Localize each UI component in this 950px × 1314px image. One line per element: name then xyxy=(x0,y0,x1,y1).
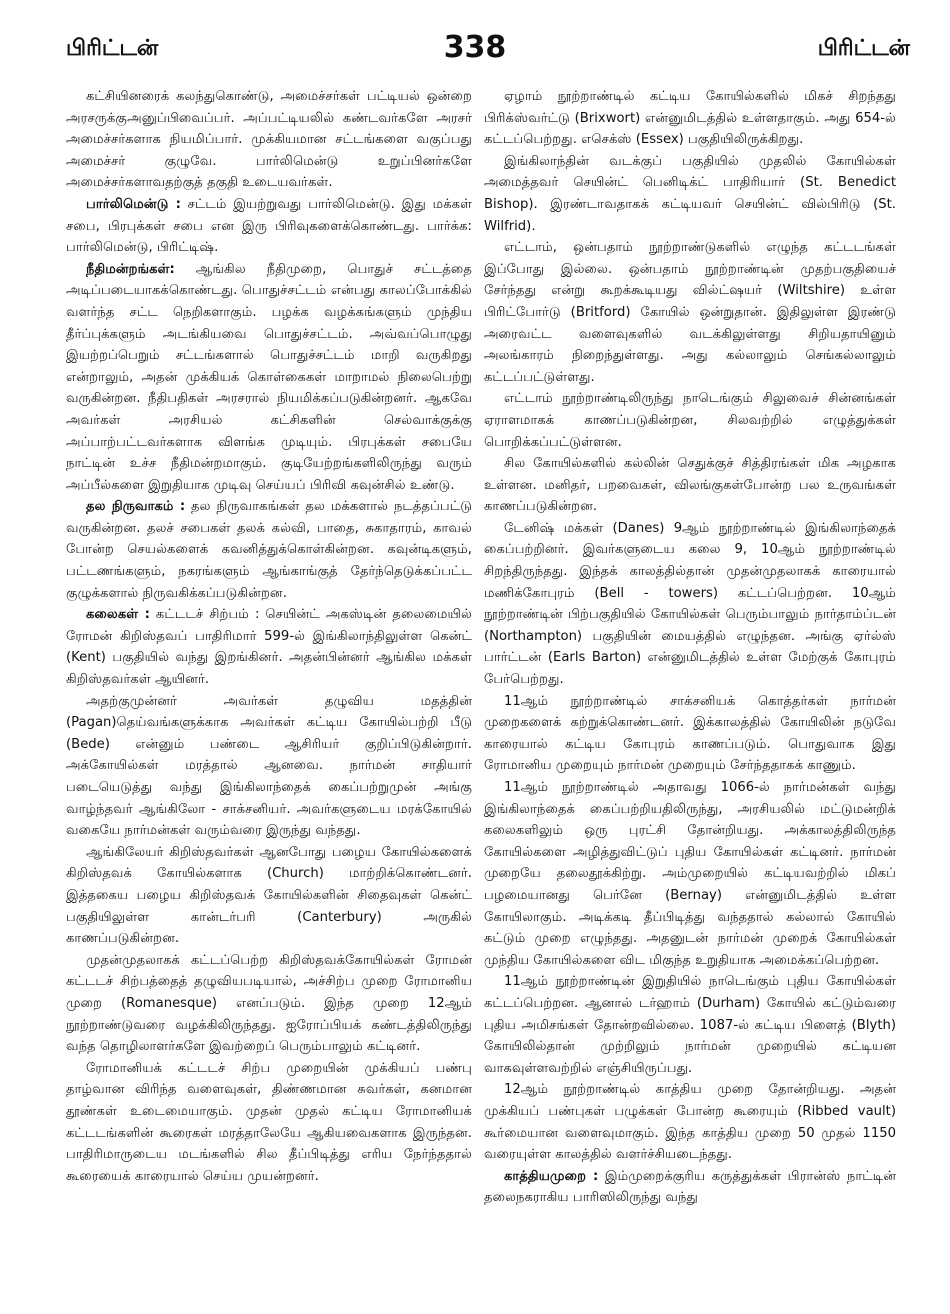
paragraph-text: 11ஆம் நூற்றாண்டின் இறுதியில் நாடெங்கும் புதிய கோயில்கள் கட்டப்பெற்றன. ஆனால் டர்ஹாம் (Durham) கோயில் கட்டும்வரை புதிய அமிசங்கள் தோன்றவில்லை. 1087-ல் கட்டிய பிளைத் (Blyth) கோயிலில்தான் முற்றிலும் நார்மன் முறையில் கட்டியன வாகவுள்ளவற்றில் எஞ்சியிருப்பது. xyxy=(484,974,896,1076)
paragraph-text: இங்கிலாந்தின் வடக்குப் பகுதியில் முதலில் கோயில்கள் அமைத்தவர் செயின்ட் பெனிடிக்ட் பாதிரியார் (St. Benedict Bishop). இரண்டாவதாகக் கட்டியவர் செயின்ட் வில்பிரிடு (St. Wilfrid). xyxy=(484,153,896,234)
page-number: 338 xyxy=(443,30,507,65)
paragraph xyxy=(484,1079,896,1165)
paragraph xyxy=(66,604,472,690)
paragraph-text: சில கோயில்களில் கல்லின் செதுக்குச் சித்திரங்கள் மிக அழகாக உள்ளன. மனிதர், பறவைகள், விலங்குகள்போன்ற பல உருவங்கள் காணப்படுகின்றன. xyxy=(484,456,896,515)
left-column xyxy=(66,86,472,1301)
paragraph xyxy=(66,86,472,194)
paragraph xyxy=(484,151,896,237)
paragraph xyxy=(484,86,896,151)
paragraph-text: சட்டம் இயற்றுவது பார்லிமென்டு. இது மக்கள் சபை, பிரபுக்கள் சபை என இரு பிரிவுகளைக்கொண்டது. பார்க்க: பார்லிமென்டு, பிரிட்டிஷ். xyxy=(66,196,472,256)
paragraph-text: 12ஆம் நூற்றாண்டில் காத்திய முறை தோன்றியது. அதன் முக்கியப் பண்புகள் பழுக்கள் போன்ற கூரையும் (Ribbed vault) கூர்மையான வளைவுமாகும். இந்த காத்திய முறை 50 முதல் 1150 வரையுள்ள காலத்தில் வளர்ச்சியடைந்தது. xyxy=(484,1082,896,1163)
paragraph xyxy=(484,453,896,518)
paragraph xyxy=(66,259,472,497)
paragraph xyxy=(484,777,896,971)
paragraph-text: ரோமானியக் கட்டடச் சிற்ப முறையின் முக்கியப் பண்பு தாழ்வான விரிந்த வளைவுகள், திண்ணமான சுவர்கள், கனமான தூண்கள் உடைமையாகும். முதன் முதல் கட்டிய ரோமானியக் கட்டடங்களின் கூரைகள் மரத்தாலேயே ஆகியவைகளாக இருந்தன. பாதிரிமாருடைய மடங்களில் சில தீப்பிடித்து எரிய நேர்ந்ததால் கூரையைக் காரையால் செய்ய முயன்றனர். xyxy=(66,1060,472,1184)
paragraph-text: அதற்குமுன்னர் அவர்கள் தழுவிய மதத்தின் (Pagan)தெய்வங்களுக்காக அவர்கள் கட்டிய கோயில்பற்றி பீடு (Bede) என்னும் பண்டை ஆசிரியர் குறிப்பிடுகின்றார். அக்கோயில்கள் மரத்தால் ஆனவை. நார்மன் சாதியார் படையெடுத்து வந்து இங்கிலாந்தைக் கைப்பற்றுமுன் அங்கு வாழ்ந்தவர் ஆங்கிலோ - சாக்சனியர். அவர்களுடைய மரக்கோயில் வகையே நார்மன்கள் வரும்வரை இருந்து வந்தது. xyxy=(66,693,472,839)
paragraph xyxy=(484,237,896,388)
paragraph xyxy=(484,388,896,453)
paragraph-text: ஏழாம் நூற்றாண்டில் கட்டிய கோயில்களில் மிகச் சிறந்தது பிரிக்ஸ்வர்ட்டு (Brixwort) என்னுமிடத்தில் உள்ளதாகும். அது 654-ல் கட்டப்பெற்றது. எசெக்ஸ் (Essex) பகுதியிலிருக்கிறது. xyxy=(484,89,896,148)
paragraph-text: ஆங்கிலேயர் கிறிஸ்தவர்கள் ஆனபோது பழைய கோயில்களைக் கிறிஸ்தவக் கோயில்களாக (Church) மாற்றிக்கொண்டனர். இத்தகைய பழைய கிறிஸ்தவக் கோயில்களின் சிதைவுகள் கென்ட் பகுதியிலுள்ள கான்டர்பரி (Canterbury) அருகில் காணப்படுகின்றன. xyxy=(66,844,472,947)
paragraph-text: எட்டாம், ஒன்பதாம் நூற்றாண்டுகளில் எழுந்த கட்டடங்கள் இப்போது இல்லை. ஒன்பதாம் நூற்றாண்டின் முதற்பகுதியைச் சேர்ந்தது என்று கூறக்கூடியது வில்ட்ஷயர் (Wiltshire) உள்ள பிரிட்போர்டு (Britford) கோயில் ஒன்றுதான். இதிலுள்ள இரண்டு அரைவட்ட வளைவுகளில் வடக்கிலுள்ளது சிறியதாயினும் அலங்காரம் நிறைந்துள்ளது. அது கல்லாலும் செங்கல்லாலும் கட்டப்பட்டுள்ளது. xyxy=(484,240,896,385)
running-header-right: பிரிட்டன் xyxy=(817,36,910,61)
paragraph-text: முதன்முதலாகக் கட்டப்பெற்ற கிறிஸ்தவக்கோயில்கள் ரோமன் கட்டடச் சிற்பத்தைத் தழுவியபடியால், அச்சிற்ப முறை ரோமானிய முறை (Romanesque) எனப்படும். இந்த முறை 12ஆம் நூற்றாண்டுவரை வழக்கிலிருந்தது. ஐரோப்பியக் கண்டத்திலிருந்து வந்த தொழிலாளர்களே இவற்றைப் பெரும்பாலும் கட்டினர். xyxy=(66,952,472,1055)
paragraph xyxy=(66,691,472,842)
paragraph xyxy=(484,971,896,1079)
paragraph-text: கட்டடச் சிற்பம் : செயின்ட் அகஸ்டின் தலைமையில் ரோமன் கிறிஸ்தவப் பாதிரிமார் 599-ல் இங்கிலாந்திலுள்ள கென்ட் (Kent) பகுதியில் வந்து இறங்கினர். அதன்பின்னர் ஆங்கில மக்கள் கிறிஸ்தவர்கள் ஆயினர். xyxy=(66,607,472,688)
paragraph-heading: பார்லிமென்டு : xyxy=(86,196,181,212)
paragraph-text: டேனிஷ் மக்கள் (Danes) 9ஆம் நூற்றாண்டில் இங்கிலாந்தைக் கைப்பற்றினர். இவர்களுடைய கலை 9, 10ஆம் நூற்றாண்டில் சிறந்திருந்தது. இந்தக் காலத்தில்தான் முதன்முதலாகக் காரையால் மணிக்கோபுரம் (Bell - towers) கட்டப்பெற்றன. 10ஆம் நூற்றாண்டின் பிற்பகுதியில் கோயில்கள் பெரும்பாலும் நார்தாம்ப்டன் (Northampton) பகுதியின் மையத்தில் எழுந்தன. அங்கு ஏர்ல்ஸ் பார்ட்டன் (Earls Barton) என்னுமிடத்தில் உள்ள மேற்குக் கோபுரம் பேர்பெற்றது. xyxy=(484,520,896,688)
running-header-left: பிரிட்டன் xyxy=(66,36,159,61)
paragraph-heading: காத்தியமுறை : xyxy=(504,1168,599,1184)
paragraph xyxy=(484,518,896,691)
paragraph-text: ஆங்கில நீதிமுறை, பொதுச் சட்டத்தை அடிப்படையாகக்கொண்டது. பொதுச்சட்டம் என்பது காலப்போக்கில் வளர்ந்த சட்ட நெறிகளாகும். பழக்க வழக்கங்களும் முந்திய தீர்ப்புக்களும் அடங்கியவை பொதுச்சட்டம். அவ்வப்பொழுது இயற்றப்பெறும் சட்டங்களால் பொதுச்சட்டம் மாறி வருகிறது என்றாலும், அதன் முக்கியக் கொள்கைகள் மாறாமல் நிலைபெற்று வருகின்றன. நீதிபதிகள் அரசரால் நியமிக்கப்படுகின்றனர். ஆகவே அவர்கள் அரசியல் கட்சிகளின் செல்வாக்குக்கு அப்பாற்பட்டவர்களாக விளங்க முடியும். பிரபுக்கள் சபையே நாட்டின் உச்ச நீதிமன்றமாகும். குடியேற்றங்களிலிருந்து வரும் அப்பீல்களை இறுதியாக முடிவு செய்யப் பிரிவி கவுன்சில் உண்டு. xyxy=(66,261,472,493)
paragraph xyxy=(66,950,472,1058)
paragraph xyxy=(484,691,896,777)
paragraph xyxy=(66,1058,472,1188)
paragraph-text: எட்டாம் நூற்றாண்டிலிருந்து நாடெங்கும் சிலுவைச் சின்னங்கள் ஏராளமாகக் காணப்படுகின்றன, சிலவற்றில் எழுத்துக்கள் பொறிக்கப்பட்டுள்ளன. xyxy=(484,391,896,450)
paragraph-text: கட்சியினரைக் கலந்துகொண்டு, அமைச்சர்கள் பட்டியல் ஒன்றை அரசருக்குஅனுப்பிவைப்பர். அப்பட்டியலில் கண்டவர்களே அரசர் அமைச்சர்களாக நியமிப்பார். முக்கியமான சட்டங்களை வகுப்பது அமைச்சர் குழுவே. பார்லிமென்டு உறுப்பினர்களே அமைச்சர்களாவதற்குத் தகுதி உடையவர்கள். xyxy=(66,89,472,191)
right-column xyxy=(484,86,896,1301)
paragraph-text: 11ஆம் நூற்றாண்டில் சாக்சனியக் கொத்தர்கள் நார்மன் முறைகளைக் கற்றுக்கொண்டனர். இக்காலத்தில் கோயிலின் நடுவே காரையால் கட்டிய கோபுரம் காணப்படும். பொதுவாக இது ரோமானிய முறையும் நார்மன் முறையும் சேர்ந்ததாகக் காணும். xyxy=(484,693,896,774)
paragraph-heading: நீதிமன்றங்கள்: xyxy=(86,261,175,277)
paragraph xyxy=(66,842,472,950)
paragraph-text: தல நிருவாகங்கள் தல மக்களால் நடத்தப்பட்டு வருகின்றன. தலச் சபைகள் தலக் கல்வி, பாதை, சுகாதாரம், காவல் போன்ற செயல்களைக் கவனித்துக்கொள்கின்றன. கவுன்டிகளும், பட்டணங்களும், நகரங்களும் ஆங்காங்குத் தேர்ந்தெடுக்கப்பட்ட குழுக்களால் நிருவகிக்கப்படுகின்றன. xyxy=(66,499,472,601)
paragraph-text: இம்முறைக்குரிய கருத்துக்கள் பிரான்ஸ் நாட்டின் தலைநகராகிய பாரிஸிலிருந்து வந்து xyxy=(484,1168,896,1206)
paragraph-heading: தல நிருவாகம் : xyxy=(86,499,186,515)
paragraph-heading: கலைகள் : xyxy=(86,607,150,623)
paragraph xyxy=(484,1166,896,1209)
paragraph-text: 11ஆம் நூற்றாண்டில் அதாவது 1066-ல் நார்மன்கள் வந்து இங்கிலாந்தைக் கைப்பற்றியதிலிருந்து, அரசியலில் மட்டுமன்றிக் கலைகளிலும் ஒரு புரட்சி தோன்றியது. அக்காலத்திலிருந்த கோயில்களை அழித்துவிட்டுப் புதிய கோயில்கள் கட்டினர். நார்மன் முறையே தலைதூக்கிற்று. அம்முறையில் கட்டியவற்றில் மிகப் பழமையானது பெர்னே (Bernay) என்னுமிடத்தில் உள்ள கோயிலாகும். அடிக்கடி தீப்பிடித்து வந்ததால் கல்லால் கோயில் கட்டும் முறை எழுந்தது. அதனுடன் நார்மன் முறைக் கோயில்கள் முந்திய கோயில்களை விட மிகுந்த உறுதியாக அமைக்கப்பெற்றன. xyxy=(484,780,896,968)
paragraph xyxy=(66,496,472,604)
paragraph xyxy=(66,194,472,259)
